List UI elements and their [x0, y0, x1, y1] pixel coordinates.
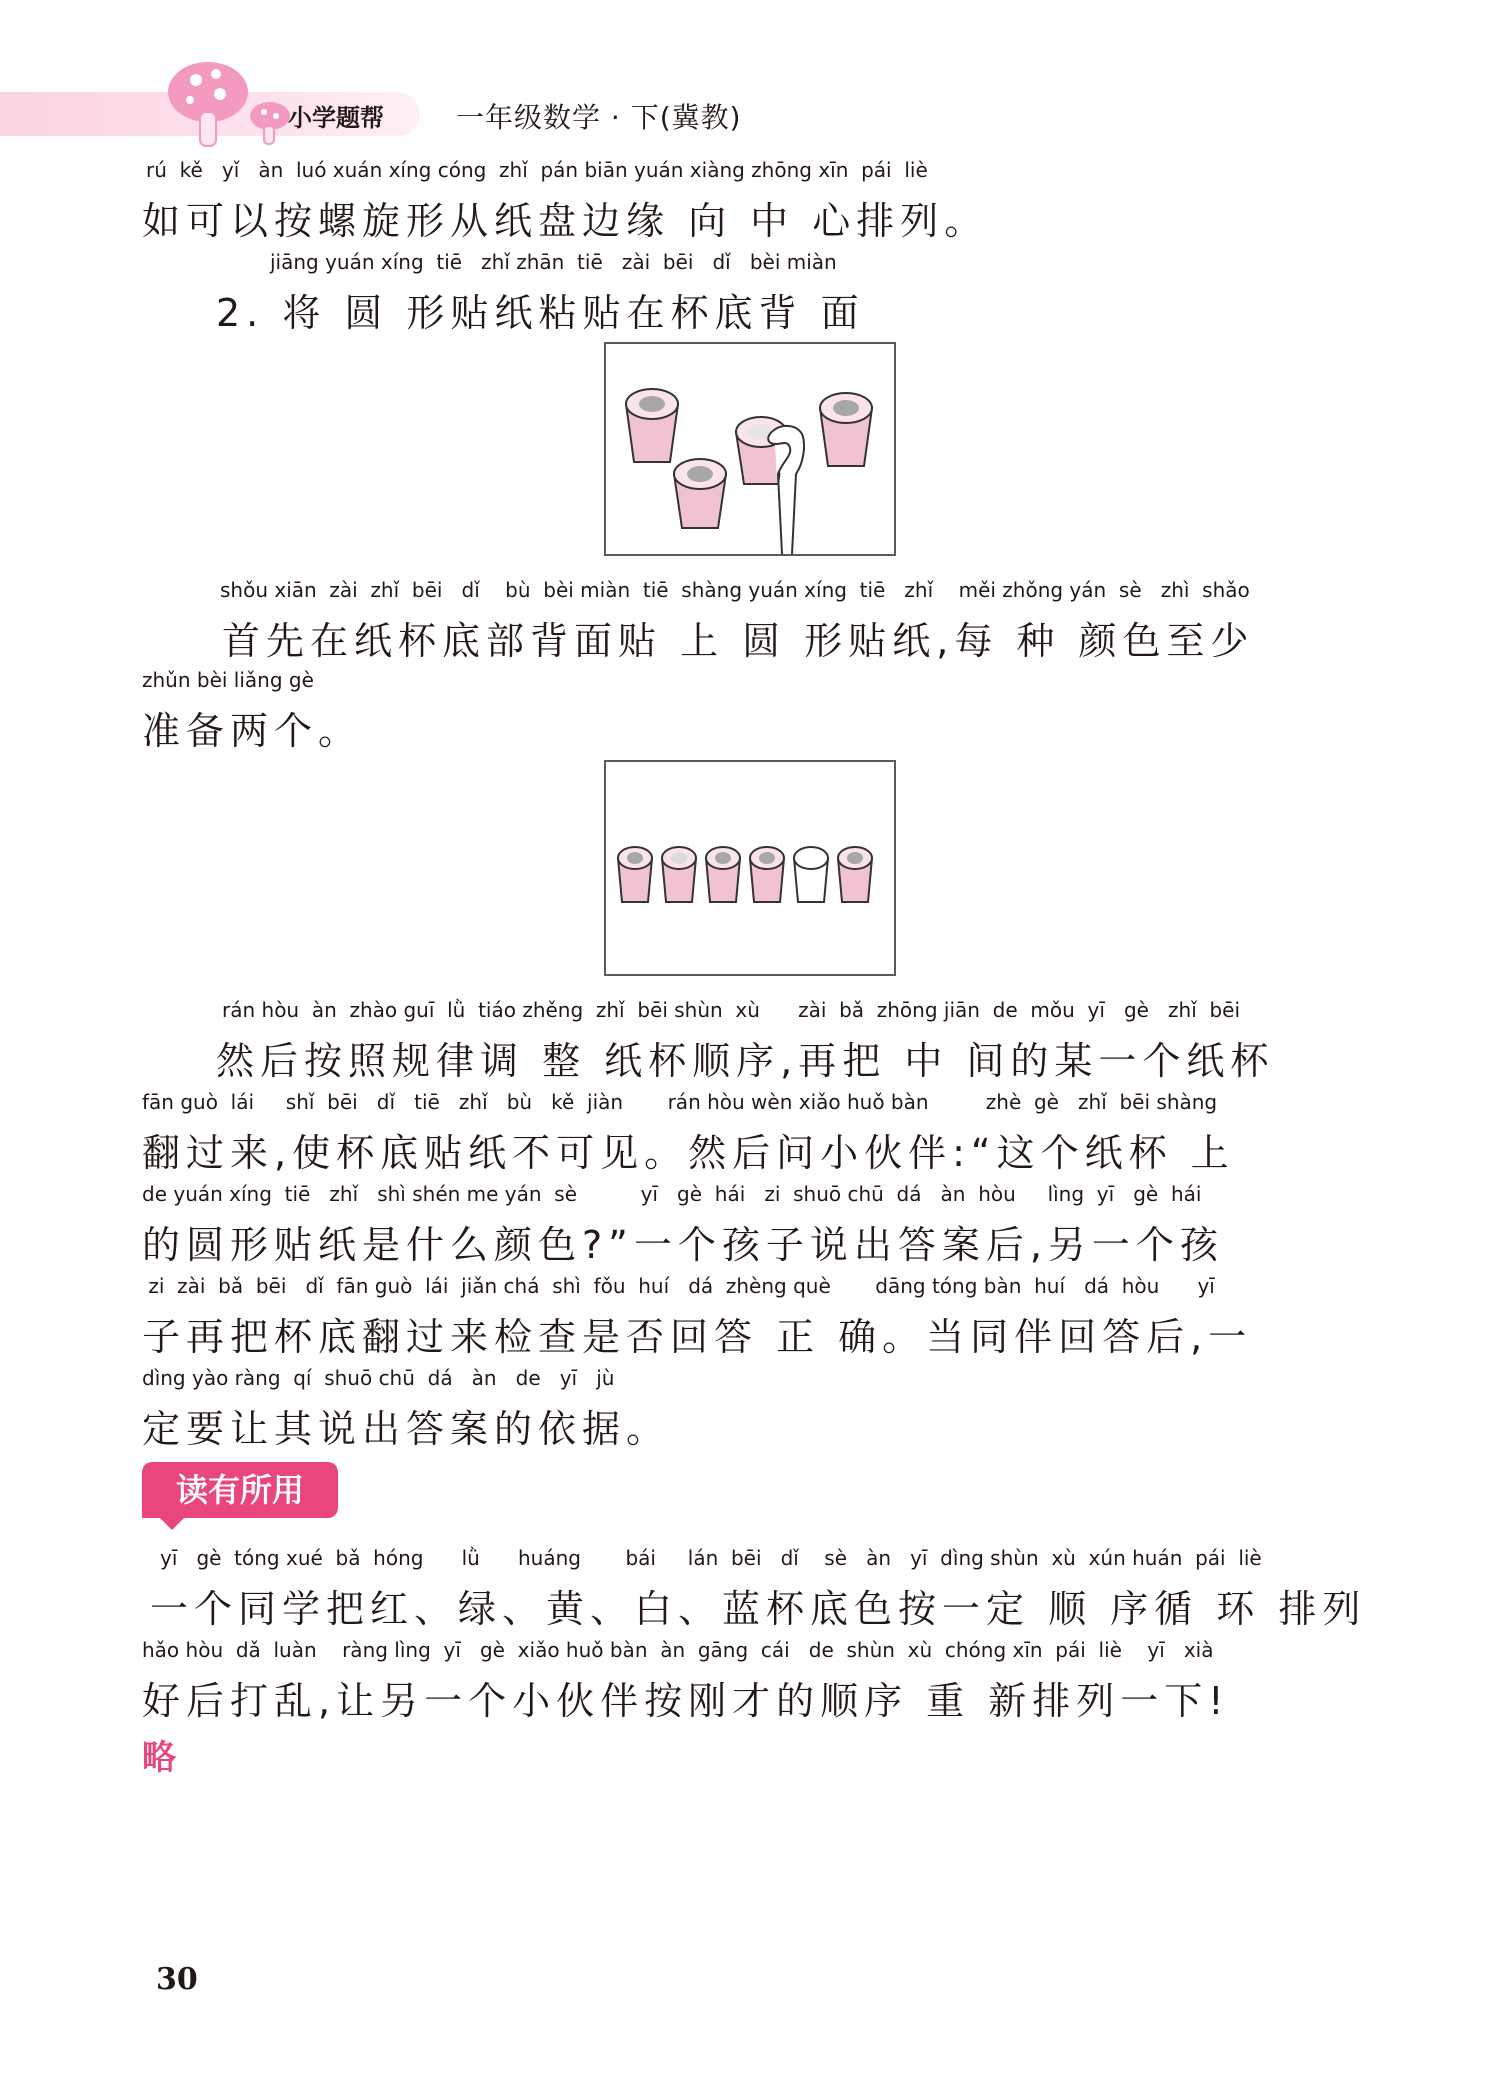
- text-line: 首先在纸杯底部背面贴 上 圆 形贴纸,每 种 颜色至少: [222, 619, 1255, 663]
- text-line: 定要让其说出答案的依据。: [142, 1407, 671, 1451]
- text-line: 准备两个。: [142, 709, 363, 753]
- step-heading: 2. 将 圆 形贴纸粘贴在杯底背 面: [216, 291, 865, 335]
- cup-icon: [838, 847, 872, 902]
- exercise-line: 一个同学把红、绿、黄、白、蓝杯底色按一定 顺 序循 环 排列: [150, 1587, 1367, 1631]
- cup-icon: [820, 393, 872, 466]
- figure-cups-hand: [604, 342, 896, 556]
- pinyin-line: shǒu xiān zài zhǐ bēi dǐ bù bèi miàn tiē shàng yuán xíng tiē zhǐ měi zhǒng yán sè zhì shǎo: [220, 578, 1250, 602]
- cup-icon: [794, 847, 828, 902]
- text-line: 子再把杯底翻过来检查是否回答 正 确。当同伴回答后,一: [142, 1315, 1253, 1359]
- pinyin-line: hǎo hòu dǎ luàn ràng lìng yī gè xiǎo huǒ bàn àn gāng cái de shùn xù chóng xīn pái liè yī xià: [142, 1638, 1214, 1662]
- pinyin-line: de yuán xíng tiē zhǐ shì shén me yán sè yī gè hái zi shuō chū dá àn hòu lìng yī gè hái: [142, 1182, 1202, 1206]
- text-line: 如可以按螺旋形从纸盘边缘 向 中 心排列。: [142, 199, 989, 243]
- text-line: 的圆形贴纸是什么颜色?”一个孩子说出答案后,另一个孩: [142, 1223, 1224, 1267]
- pinyin-line: rán hòu àn zhào guī lǜ tiáo zhěng zhǐ bēi shùn xù zài bǎ zhōng jiān de mǒu yī gè zhǐ bēi: [222, 998, 1241, 1022]
- answer-text: 略: [142, 1738, 176, 1778]
- text-line: 翻过来,使杯底贴纸不可见。然后问小伙伴:“这个纸杯 上: [142, 1131, 1235, 1175]
- series-label: 小学题帮: [288, 104, 384, 132]
- pinyin-line: rú kě yǐ àn luó xuán xíng cóng zhǐ pán biān yuán xiàng zhōng xīn pái liè: [146, 158, 928, 182]
- pinyin-line: zhǔn bèi liǎng gè: [142, 668, 314, 692]
- pinyin-line: jiāng yuán xíng tiē zhǐ zhān tiē zài bēi dǐ bèi miàn: [270, 250, 837, 274]
- cup-icon: [750, 847, 784, 902]
- pinyin-line: yī gè tóng xué bǎ hóng lǜ huáng bái lán bēi dǐ sè àn yī dìng shùn xù xún huán pái liè: [160, 1546, 1262, 1570]
- cup-icon: [662, 847, 696, 902]
- pinyin-line: fān guò lái shǐ bēi dǐ tiē zhǐ bù kě jiàn rán hòu wèn xiǎo huǒ bàn zhè gè zhǐ bēi shàng: [142, 1090, 1218, 1114]
- section-tag-tail: [158, 1516, 186, 1530]
- cup-icon: [626, 389, 678, 462]
- cup-icon: [674, 459, 726, 528]
- book-title: 一年级数学 · 下(冀教): [456, 101, 742, 134]
- figure-cups-row: [604, 760, 896, 976]
- section-tag: 读有所用: [142, 1462, 338, 1518]
- pinyin-line: zi zài bǎ bēi dǐ fān guò lái jiǎn chá shì fǒu huí dá zhèng què dāng tóng bàn huí dá hòu yī: [142, 1274, 1215, 1298]
- cup-icon: [618, 847, 652, 902]
- text-line: 然后按照规律调 整 纸杯顺序,再把 中 间的某一个纸杯: [216, 1039, 1275, 1083]
- exercise-line: 好后打乱,让另一个小伙伴按刚才的顺序 重 新排列一下!: [142, 1679, 1230, 1723]
- page-number: 30: [156, 1962, 198, 1997]
- pinyin-line: dìng yào ràng qí shuō chū dá àn de yī jù: [142, 1366, 615, 1390]
- cup-icon: [706, 847, 740, 902]
